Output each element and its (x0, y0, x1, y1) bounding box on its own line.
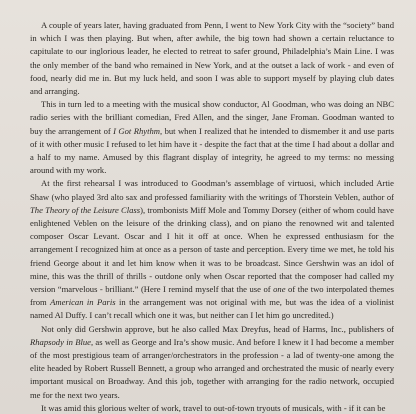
italic-title: Rhapsody in Blue (30, 336, 91, 347)
italic-title: I Got Rhythm (113, 125, 160, 136)
italic-title: American in Paris (50, 297, 116, 308)
text-run: , but when I realized that he intended to dismember it and use parts of it with other music I refused to let him have it - despite the fact that at the time I had about a dollar and a half to my name. Amused by this flagrant display of integrity, he agreed to my terms: no messing around with my work. (30, 125, 394, 176)
text-run: of the two interpolated themes from (30, 284, 394, 308)
italic-title: one (273, 284, 286, 295)
text-run: ), trombonists Miff Mole and Tommy Dorsey (either of whom could have enlightened Veblen on the leisure of the drinking class), and on piano the renowned wit and talented composer Oscar Levant. Oscar and I hit it off at once. When he expressed enthusiasm for the arrangement I recognized him at once as a person of taste and perception. Every time we met, he told his friend George about it and let him know when it was to be broadcast. Since Gershwin was an idol of mine, this was the thrill of thrills - outdone only when Oscar reported that the composer had called my version “marvelous - brilliant.” (Here I remind myself that the use of (30, 204, 394, 295)
paragraph-2 (30, 98, 394, 177)
text-run: This in turn led to a meeting with the musical show conductor, Al Goodman, who was doing an NBC radio series with the brilliant comedian, Fred Allen, and the singer, Jane Froman. Goodman wanted to buy the arrangement of (30, 99, 394, 136)
text-run: in the arrangement was not original with me, but was the idea of a violinist named Al Duffy. I can’t recall which one it was, but neither can I let him go uncredited.) (30, 297, 394, 321)
text-run: At the first rehearsal I was introduced to Goodman’s assemblage of virtuosi, which included Artie Shaw (who played 3rd alto sax and professed familiarity with the writings of Thorstein Veblen, author of (30, 178, 394, 202)
italic-title: The Theory of the Leisure Class (30, 204, 141, 215)
text-run: A couple of years later, having graduated from Penn, I went to New York City with the “society” band in which I was then playing. But when, after awhile, the big town had shown a certain reluctance to capitulate to our inglorious leader, he elected to retreat to safer ground, Philadelphia’s Main Line. I was the only member of the band who remained in New York, and at the outset a lack of work - and even of food, nearly did me in. But my luck held, and soon I was able to support myself by playing club dates and arranging. (30, 20, 394, 97)
paragraph-1 (30, 19, 394, 98)
text-run: Not only did Gershwin approve, but he also called Max Dreyfus, head of Harms, Inc., publishers of (41, 323, 394, 334)
text-run: It was amid this glorious welter of work, travel to out-of-town tryouts of musicals, with - if it can be (41, 402, 386, 413)
paragraph-5 (30, 402, 394, 414)
paragraph-4 (30, 323, 394, 402)
paragraph-3 (30, 177, 394, 322)
memoir-text-block (30, 19, 394, 414)
text-run: , as well as George and Ira’s show music. And before I knew it I had become a member of the most prestigious team of arranger/orchestrators in the profession - a lad of twenty-one among the elite headed by Robert Russell Bennett, a group who arranged and orchestrated the music of nearly every important musical on Broadway. And this job, together with arranging for the radio network, occupied me for the next two years. (30, 336, 395, 400)
